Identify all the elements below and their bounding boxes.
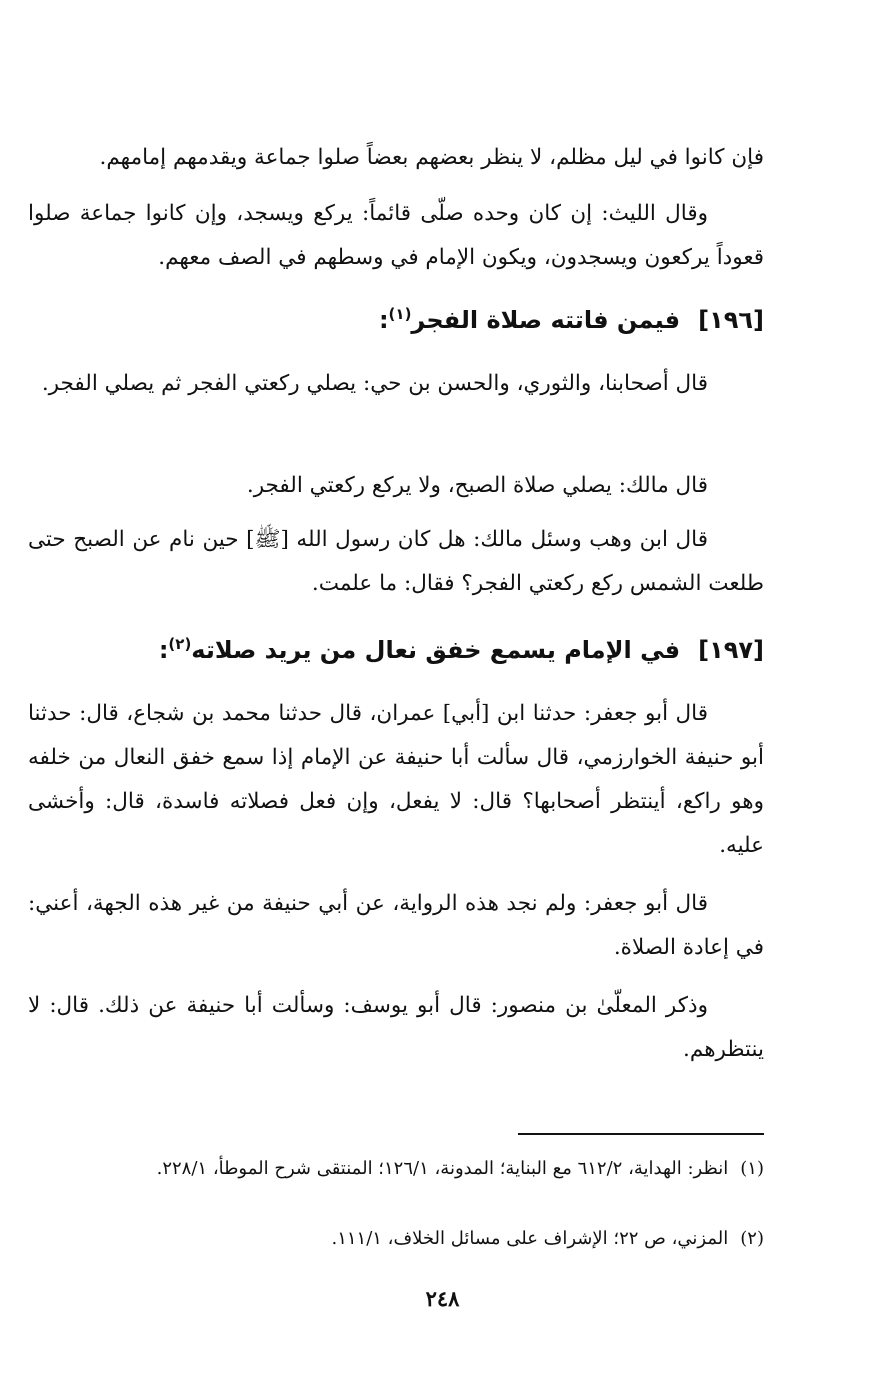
- footnote-rule: [518, 1133, 764, 1135]
- paragraph: فإن كانوا في ليل مظلم، لا ينظر بعضهم بعضاً صلوا جماعة ويقدمهم إمامهم.: [99, 145, 764, 170]
- section-196: [28, 300, 764, 340]
- section-197-body-3: [28, 984, 764, 1072]
- book-page: [28, 0, 764, 1383]
- section-197-body: [28, 692, 764, 868]
- section-196-body-3: [28, 518, 764, 606]
- paragraph: وقال الليث: إن كان وحده صلّى قائماً: يركع ويسجد، وإن كانوا جماعة صلوا قعوداً يركعون ويسجدون، ويكون الإمام في وسطهم في الصف معهم.: [28, 201, 764, 270]
- section-197: [28, 630, 764, 670]
- footnote-text: المزني، ص ٢٢؛ الإشراف على مسائل الخلاف، ١١١/١.: [331, 1228, 729, 1249]
- footnote-number: (١): [740, 1158, 764, 1179]
- paragraph: قال أبو جعفر: حدثنا ابن [أبي] عمران، قال حدثنا محمد بن شجاع، قال: حدثنا أبو حنيفة الخوارزمي، قال سألت أبا حنيفة عن الإمام إذا سمع خفق النعال من خلفه وهو راكع، أينتظر أصحابها؟ قال: لا يفعل، وإن فعل فصلاته فاسدة، قال: وأخشى عليه.: [28, 701, 764, 858]
- section-196-body-2: [28, 464, 764, 508]
- section-number: [١٩٧]: [698, 636, 764, 664]
- section-heading: [28, 300, 764, 340]
- heading-colon: :: [378, 306, 389, 334]
- footnote: [28, 1152, 764, 1186]
- intro-text-2: [28, 192, 764, 280]
- paragraph: قال أصحابنا، والثوري، والحسن بن حي: يصلي ركعتي الفجر ثم يصلي الفجر.: [41, 371, 708, 396]
- footnote-text: انظر: الهداية، ٦١٢/٢ مع البناية؛ المدونة، ١٢٦/١؛ المنتقى شرح الموطأ، ٢٢٨/١.: [156, 1158, 729, 1179]
- paragraph: قال مالك: يصلي صلاة الصبح، ولا يركع ركعتي الفجر.: [246, 473, 708, 498]
- footnote-line: [28, 1152, 764, 1186]
- heading-colon: :: [158, 636, 169, 664]
- paragraph: وذكر المعلّىٰ بن منصور: قال أبو يوسف: وسألت أبا حنيفة عن ذلك. قال: لا ينتظرهم.: [28, 993, 764, 1062]
- section-heading: [28, 630, 764, 670]
- section-196-body: [28, 362, 764, 406]
- paragraph: قال أبو جعفر: ولم نجد هذه الرواية، عن أبي حنيفة من غير هذه الجهة، أعني: في إعادة الصلاة.: [28, 891, 764, 960]
- section-title: فيمن فاتته صلاة الفجر: [411, 306, 681, 334]
- intro-text: [28, 136, 764, 180]
- section-197-body-2: [28, 882, 764, 970]
- footnote-ref: (١): [388, 305, 412, 323]
- paragraph: قال ابن وهب وسئل مالك: هل كان رسول الله [ﷺ] حين نام عن الصبح حتى طلعت الشمس ركع ركعتي الفجر؟ فقال: ما علمت.: [28, 527, 764, 596]
- footnote-ref: (٢): [168, 635, 192, 653]
- section-number: [١٩٦]: [698, 306, 764, 334]
- footnote-line: [28, 1222, 764, 1256]
- footnote-2: [28, 1222, 764, 1256]
- footnote-number: (٢): [740, 1228, 764, 1249]
- section-title: في الإمام يسمع خفق نعال من يريد صلاته: [191, 636, 681, 664]
- page-number: ٢٤٨: [425, 1286, 460, 1311]
